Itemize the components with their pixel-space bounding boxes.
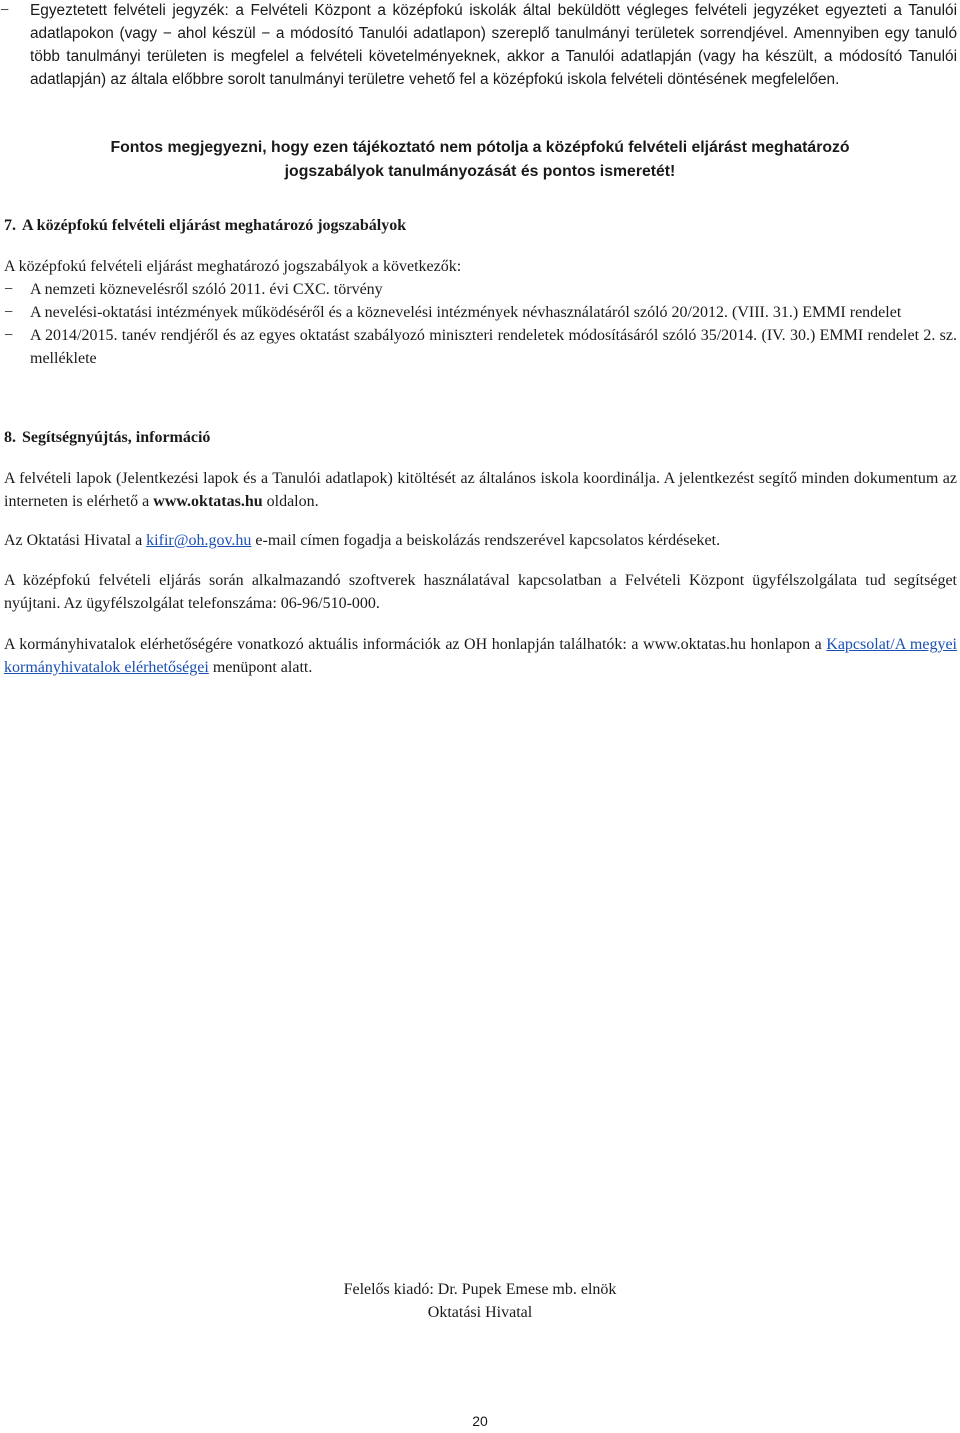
law-item [4,324,957,370]
notice-line-2: jogszabályok tanulmányozását és pontos ismeretét! [284,163,676,180]
section-7-heading [4,214,406,237]
important-notice [0,136,960,184]
section-8-paragraph-1 [4,467,957,513]
section-8-paragraph-4 [4,633,957,679]
law-text: A nemzeti köznevelésről szóló 2011. évi CXC. törvény [30,281,383,298]
page-number: 20 [472,1413,488,1429]
section-7-title: A középfokú felvételi eljárást meghatározó jogszabályok [22,217,407,234]
law-text: A 2014/2015. tanév rendjéről és az egyes oktatást szabályozó miniszteri rendeletek módosításáról szóló 35/2014. (IV. 30.) EMMI rendelet 2. sz. melléklete [30,327,957,367]
section-8-paragraph-2 [4,529,957,552]
p4-text-b: menüpont alatt. [208,659,313,676]
notice-line-1: Fontos megjegyezni, hogy ezen tájékoztató nem pótolja a középfokú felvételi eljárást meghatározó [110,139,850,156]
section-8-heading [4,426,210,449]
publisher-org: Oktatási Hivatal [427,1304,533,1321]
contact-menu-link[interactable]: Kapcsolat/A megyei kormányhivatalok elérhetőségei [4,636,957,676]
p2-text-a: Az Oktatási Hivatal a [4,532,147,549]
oktatas-site-text: www.oktatas.hu [153,493,263,510]
law-item [4,278,957,301]
law-item [4,301,957,324]
dash-bullet: − [4,327,14,344]
section-8-paragraph-3: A középfokú felvételi eljárás során alkalmazandó szoftverek használatával kapcsolatban a Felvételi Központ ügyfélszolgálata tud segítséget nyújtani. Az ügyfélszolgálat telefonszáma: 06-96/510-000. [4,572,957,612]
p1-text-a: A felvételi lapok (Jelentkezési lapok és a Tanulói adatlapok) kitöltését az általános iskola koordinálja. A jelentkezést segítő minden dokumentum az interneten is elérhető a [4,470,957,510]
p4-text-a: A kormányhivatalok elérhetőségére vonatkozó aktuális információk az OH honlapján találhatók: a www.oktatas.hu honlapon a [4,636,827,653]
intro-list-item [0,0,957,91]
law-list [4,278,957,370]
intro-text-part1: Egyeztetett felvételi jegyzék: a Felvételi Központ a középfokú iskolák által beküldött végleges felvételi jegyzéket egyezteti a Tanulói adatlapokon (vagy − ahol készül − a módosító Tanulói adatlapon) szereplő tanulmányi területek sorrendjével. [30,2,957,42]
section-8-number: 8. [4,429,16,446]
intro-text-part2: Amennyiben egy tanuló több tanulmányi területen is megfelel a felvételi követelményeknek, akkor a Tanulói adatlapján (vagy ha készült, a módosító Tanulói adatlapján) az általa előbbre sorolt tanulmányi területre vehető fel a középfokú iskola felvételi döntésének megfelelően. [30,25,957,88]
publisher-line: Felelős kiadó: Dr. Pupek Emese mb. elnök [343,1281,617,1298]
law-text: A nevelési-oktatási intézmények működéséről és a köznevelési intézmények névhasználatáról szóló 20/2012. (VIII. 31.) EMMI rendelet [30,304,902,321]
section-8-title: Segítségnyújtás, információ [22,429,211,446]
email-link[interactable]: kifir@oh.gov.hu [146,532,252,549]
dash-bullet: − [4,281,14,298]
p2-text-b: e-mail címen fogadja a beiskolázás rendszerével kapcsolatos kérdéseket. [251,532,721,549]
section-7-intro: A középfokú felvételi eljárást meghatározó jogszabályok a következők: [4,258,462,275]
dash-bullet: − [0,2,10,19]
section-7-number: 7. [4,217,16,234]
publisher-block [0,1278,960,1324]
dash-bullet: − [4,304,14,321]
p1-text-b: oldalon. [262,493,319,510]
